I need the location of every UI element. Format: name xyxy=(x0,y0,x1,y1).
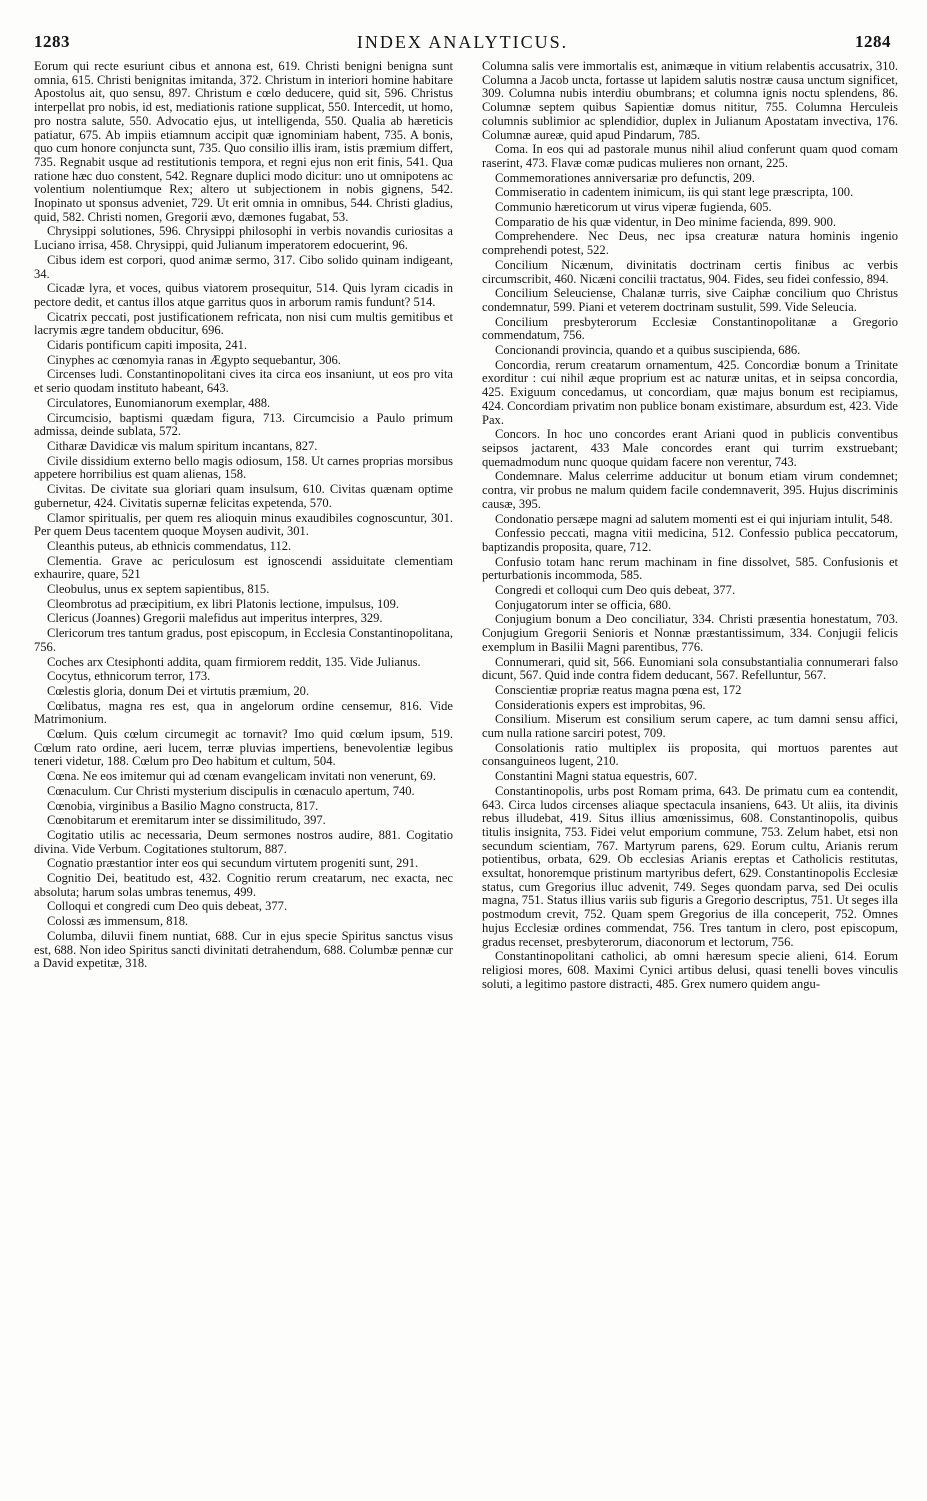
index-entry: Cleanthis puteus, ab ethnicis commendatus, 112. xyxy=(47,538,292,553)
index-entry: Condemnare. Malus celerrime adducitur ut bonum etiam virum condemnet; contra, vir probus ne malum quidem facile condemnaverit, 395. Hujus discriminis causæ, 395. xyxy=(482,469,898,511)
index-entry: Confessio peccati, magna vitii medicina, 512. Confessio publica peccatorum, baptizandis proposita, quare, 712. xyxy=(482,526,898,554)
index-entry: Cognatio præstantior inter eos qui secundum virtutem progeniti sunt, 291. xyxy=(47,856,419,871)
index-entry: Cleombrotus ad præcipitium, ex libri Platonis lectione, impulsus, 109. xyxy=(47,596,399,611)
index-entry: Citharæ Davidicæ vis malum spiritum incantans, 827. xyxy=(47,438,318,453)
index-entry: Cœlestis gloria, donum Dei et virtutis præmium, 20. xyxy=(47,683,310,698)
index-entry: Cœnaculum. Cur Christi mysterium discipulis in cœnaculo apertum, 740. xyxy=(47,783,415,798)
index-entry: Cicatrix peccati, post justificationem refricata, non nisi cum multis gemitibus et lacrymis ægre tandem obducitur, 696. xyxy=(34,309,453,338)
index-entry: Cinyphes ac cœnomyia ranas in Ægypto sequebantur, 306. xyxy=(47,352,341,367)
index-entry: Civitas. De civitate sua gloriari quam insulsum, 610. Civitas quænam optime gubernetur, 424. Civitatis supernæ felicitas expetenda, 570. xyxy=(34,482,453,510)
index-entry: Cicadæ lyra, et voces, quibus viatorem prosequitur, 514. Quis lyram cicadis in pectore dedit, et cantus illos atque garritus quos in arborum ramis fundunt? 514. xyxy=(34,281,453,309)
page-number-right: 1284 xyxy=(855,32,891,51)
index-entry: Colloqui et congredi cum Deo quis debeat, 377. xyxy=(47,899,288,914)
index-entry: Connumerari, quid sit, 566. Eunomiani sola consubstantialia connumerari falso dicunt, 567. Quid inde contra fidem deducant, 567. Refelluntur, 567. xyxy=(482,654,898,683)
index-entry: Conscientiæ propriæ reatus magna pœna est, 172 xyxy=(495,682,742,697)
running-title: INDEX ANALYTICUS. xyxy=(356,32,569,52)
index-entry: Chrysippi solutiones, 596. Chrysippi philosophi in verbis novandis curiositas a Luciano irrisa, 458. Chrysippi, quid Julianum imperatorem edocuerint, 96. xyxy=(34,224,453,253)
index-entry: Cognitio Dei, beatitudo est, 432. Cognitio rerum creatarum, nec exacta, nec absoluta; harum solas umbras tenemus, 499. xyxy=(34,871,453,899)
index-entry: Concordia, rerum creatarum ornamentum, 425. Concordiæ bonum a Trinitate exorditur : cui nihil æque proprium est ac naturæ unitas, et in seipsa concordia, 425. Exiguum concedamus, ut concordiam, quæ majus bonum est recipiamus, 424. Concordiam privatim non publice bonam existimare, absurdum est, 423. Vide Pax. xyxy=(482,357,898,427)
index-entry: Eorum qui recte esuriunt cibus et annona est, 619. Christi benigni benigna sunt omnia, 615. Christi benignitas imitanda, 372. Christum in interiori homine habitare Apostolus ait, quo sensu, 897. Christum e cœlo deducere, quid sit, 596. Christus interpellat pro nobis, id est, mediationis ratione supplicat, 550. Intercedit, ut homo, pro nostra salute, 550. Advocatio ejus, ut intelligenda, 550. Qualia ab hæreticis patiatur, 675. Ab impiis etiamnum accipit quæ ignominiam habent, 735. A bonis, quo cum honore conjuncta sunt, 735. Quo consilio illis iram, istis præmium differt, 735. Regnabit usque ad restitutionis tempora, et regni ejus non erit finis, 541. Qua ratione hæc duo constent, 542. Regnare duplici modo dicitur: uno ut omnipotens ac volentium nolentiumque Rex; altero ut subjectionem in nobis gignens, 542. Inopinato ut sponsus adveniet, 729. Ut erit omnia in omnibus, 544. Christi gladius, quid, 582. Christi nomen, Gregorii ævo, dæmones fugabat, 53. xyxy=(34,59,453,224)
index-entry: Condonatio persæpe magni ad salutem momenti est ei qui injuriam intulit, 548. xyxy=(495,511,893,526)
index-entry: Cibus idem est corpori, quod animæ sermo, 317. Cibo solido quinam indigeant, 34. xyxy=(34,252,453,281)
index-entry: Clericus (Joannes) Gregorii malefidus aut imperitus interpres, 329. xyxy=(47,611,383,626)
index-entry: Consolationis ratio multiplex iis proposita, qui mortuos parentes aut consanguineos lugent, 210. xyxy=(482,740,898,769)
index-entry: Cœna. Ne eos imitemur qui ad cœnam evangelicam invitati non venerunt, 69. xyxy=(47,769,436,784)
index-entry: Cœlum. Quis cœlum circumegit ac tornavit? Imo quid cœlum ipsum, 519. Cœlum rato ordine, aeri lucem, terræ pluvias impertiens, benevolentiæ legibus teneri videtur, 188. Cœlum pro Deo habitum et cultum, 504. xyxy=(34,727,453,769)
index-entry: Commiseratio in cadentem inimicum, iis qui stant lege præscripta, 100. xyxy=(495,185,854,200)
index-entry: Coches arx Ctesiphonti addita, quam firmiorem reddit, 135. Vide Julianus. xyxy=(47,654,421,669)
index-entry: Cœlibatus, magna res est, qua in angelorum ordine censemur, 816. Vide Matrimonium. xyxy=(34,698,453,727)
index-entry: Clamor spiritualis, per quem res alioquin minus exaudibiles cognoscuntur, 301. Per quem Deus tacentem quoque Moysen audivit, 301. xyxy=(34,510,453,539)
index-entry: Cogitatio utilis ac necessaria, Deum sermones nostros audire, 881. Cogitatio divina. Vide Verbum. Cogitationes stultorum, 887. xyxy=(34,827,453,856)
index-entry: Civile dissidium externo bello magis odiosum, 158. Ut carnes proprias morsibus appetere horribilius est quam alienas, 158. xyxy=(34,453,453,482)
index-entry: Constantinopolis, urbs post Romam prima, 643. De primatu cum ea contendit, 643. Circa ludos circenses aliaque spectacula insaniens, 643. Ut aliis, ita divinis rebus illudebat, 419. Situs illius amœnissimus, 608. Constantinopolis, quibus titulis insignita, 753. Fidei velut emporium commune, 753. Zelum habet, etsi non secundum scientiam, 767. Martyrum parens, 629. Eorum cultu, Arianis rerum potientibus, orbata, 629. Ob ecclesias Arianis ereptas et Catholicis restitutas, exsultat, honoremque pristinum martyribus defert, 629. Constantinopolis Ecclesiæ status, cum Gregorius illuc advenit, 749. Seges quondam parva, sed Dei oculis magna, 751. Status illius variis sub figuris a Gregorio descriptus, 751. Ut seges illa postmodum crevit, 752. Quam spem Gregorius de illa conceperit, 752. Omnes hujus Ecclesiæ ordines commendat, 756. Tres tantum in clero, post episcopum, gradus recenset, presbyterorum, diaconorum et lectorum, 756. xyxy=(482,783,898,949)
index-entry: Coma. In eos qui ad pastorale munus nihil aliud conferunt quam quod comam raserint, 473. Flavæ comæ pudicas mulieres non ornant, 225. xyxy=(482,142,898,170)
index-entry: Consilium. Miserum est consilium serum capere, ac tum damni sensu affici, cum nulla ratione sarciri potest, 709. xyxy=(482,712,898,741)
index-entry: Comprehendere. Nec Deus, nec ipsa creaturæ natura hominis ingenio comprehendi potest, 522. xyxy=(482,229,898,258)
index-entry: Conjugatorum inter se officia, 680. xyxy=(495,597,672,612)
index-entry: Cœnobitarum et eremitarum inter se dissimilitudo, 397. xyxy=(47,813,326,828)
index-entry: Conjugium bonum a Deo conciliatur, 334. Christi præsentia honestatum, 703. Conjugium Gregorii Senioris et Nonnæ præstantissimum, 334. Conjugii felicis exemplum in Basilii Magni parentibus, 776. xyxy=(482,612,898,654)
index-entry: Communio hæreticorum ut virus viperæ fugienda, 605. xyxy=(495,200,772,215)
index-entry: Concors. In hoc uno concordes erant Ariani quod in publicis conventibus seipsos jactarent, 433 Male concordes erant qui turrim exstruebant; quemadmodum nunc quoque quidam facere non verentur, 743. xyxy=(482,427,898,469)
index-entry: Colossi æs immensum, 818. xyxy=(47,914,189,929)
index-entry: Concilium Seleuciense, Chalanæ turris, sive Caiphæ concilium quo Christus condemnatur, 599. Piani et veterem doctrinam sustulit, 599. Vide Seleucia. xyxy=(482,286,898,314)
index-entry: Clericorum tres tantum gradus, post episcopum, in Ecclesia Constantinopolitana, 756. xyxy=(34,626,453,654)
index-column-right xyxy=(482,60,898,992)
index-entry: Circumcisio, baptismi quædam figura, 713. Circumcisio a Paulo primum admissa, deinde sublata, 572. xyxy=(34,410,453,439)
index-entry: Clementia. Grave ac periculosum est ignoscendi assiduitate clementiam exhaurire, quare, 521 xyxy=(34,553,453,582)
running-header xyxy=(34,32,891,54)
index-entry: Comparatio de his quæ videntur, in Deo minime facienda, 899. 900. xyxy=(495,214,836,229)
index-entry: Concionandi provincia, quando et a quibus suscipienda, 686. xyxy=(495,343,801,358)
index-entry: Columba, diluvii finem nuntiat, 688. Cur in ejus specie Spiritus sanctus visus est, 688. Non ideo Spiritus sancti divinitati detrahendum, 688. Columbæ pennæ cur a David expetitæ, 318. xyxy=(34,928,453,971)
index-column-left xyxy=(34,60,453,972)
index-entry: Concilium presbyterorum Ecclesiæ Constantinopolitanæ a Gregorio commendatum, 756. xyxy=(482,314,898,343)
index-entry: Cleobulus, unus ex septem sapientibus, 815. xyxy=(47,582,270,597)
index-entry: Columna salis vere immortalis est, animæque in vitium relabentis accusatrix, 310. Columna a Jacob uncta, fortasse ut lapidem salutis nostræ causa unctum significet, 309. Columna nubis interdiu obumbrans; et columna ignis noctu splendens, 86. Columnæ septem quibus Sapientiæ domus nititur, 755. Columna Herculeis columnis sublimior ac splendidior, duplex in Julianum Apostatam invectiva, 176. Columnæ aureæ, quid apud Pindarum, 785. xyxy=(482,59,898,142)
index-entry: Cocytus, ethnicorum terror, 173. xyxy=(47,669,211,684)
index-entry: Cœnobia, virginibus a Basilio Magno constructa, 817. xyxy=(47,798,319,813)
index-entry: Commemorationes anniversariæ pro defunctis, 209. xyxy=(495,170,755,185)
index-entry: Constantinopolitani catholici, ab omni hæresum specie alieni, 614. Eorum religiosi mores, 608. Maximi Cynici artibus delusi, quasi tenelli boves vinculis soluti, a legitimo pastore distracti, 485. Grex numero quidem angu- xyxy=(482,949,898,991)
index-entry: Constantini Magni statua equestris, 607. xyxy=(495,769,698,784)
index-entry: Concilium Nicænum, divinitatis doctrinam certis finibus ac verbis circumscribit, 460. Nicæni concilii tractatus, 904. Fides, seu fidei confessio, 894. xyxy=(482,257,898,286)
index-entry: Considerationis expers est improbitas, 96. xyxy=(495,697,706,712)
index-entry: Congredi et colloqui cum Deo quis debeat, 377. xyxy=(495,583,736,598)
page-number-left: 1283 xyxy=(34,32,70,51)
index-entry: Circulatores, Eunomianorum exemplar, 488. xyxy=(47,395,271,410)
index-entry: Cidaris pontificum capiti imposita, 241. xyxy=(47,338,248,353)
index-entry: Confusio totam hanc rerum machinam in fine dissolvet, 585. Confusionis et perturbationis incommoda, 585. xyxy=(482,554,898,583)
index-entry: Circenses ludi. Constantinopolitani cives ita circa eos insaniunt, ut eos pro vita et serio quodam instituto habeant, 643. xyxy=(34,367,453,396)
